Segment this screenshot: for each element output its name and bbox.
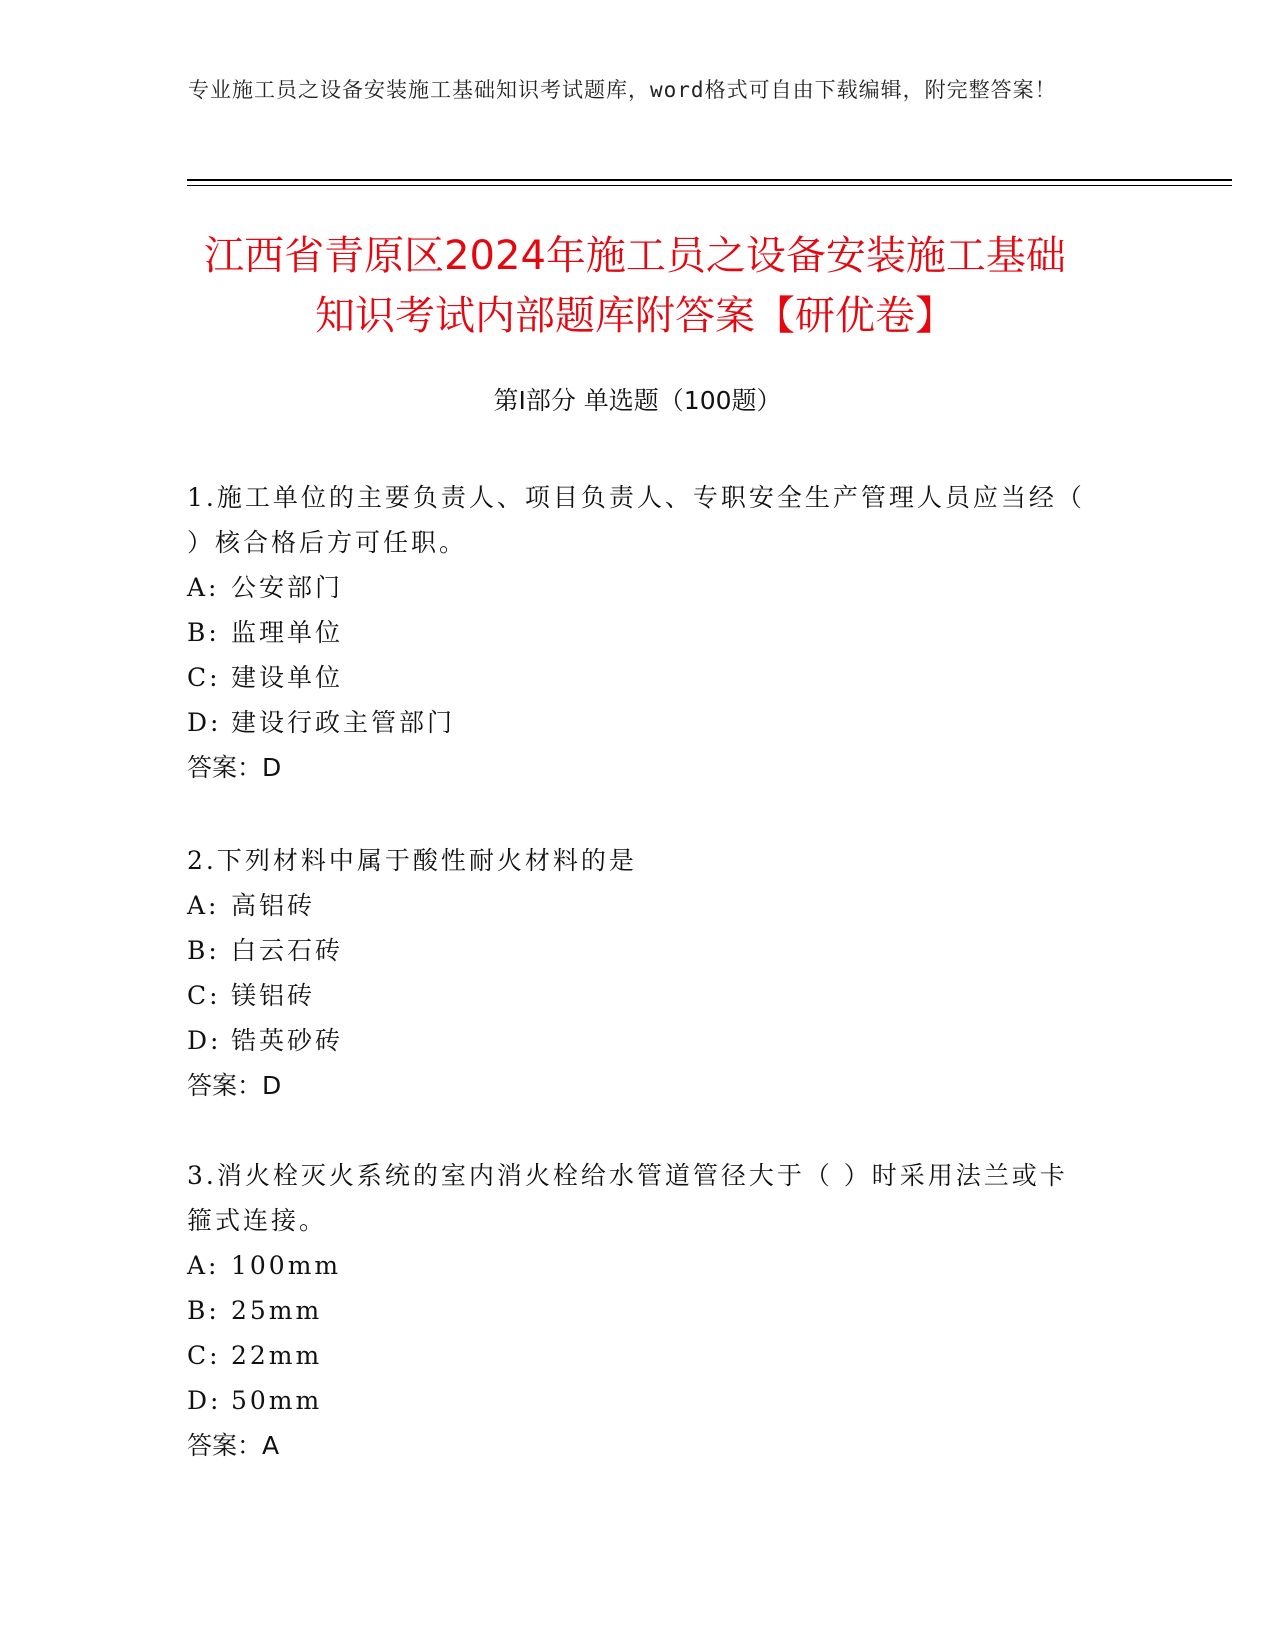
answer: 答案：D (187, 1071, 282, 1100)
option-c (187, 655, 1087, 700)
header-divider-thick (187, 179, 1232, 181)
option-d (187, 700, 1087, 745)
question-1 (187, 475, 1087, 790)
option-c (187, 1333, 1087, 1378)
option-letter: D: (187, 1386, 222, 1415)
question-3 (187, 1153, 1087, 1468)
option-b (187, 1288, 1087, 1333)
answer: 答案：D (187, 753, 282, 782)
option-text: 监理单位 (231, 618, 344, 647)
option-text: 建设行政主管部门 (231, 708, 456, 737)
option-text: 22mm (231, 1341, 323, 1370)
option-text: 建设单位 (231, 663, 344, 692)
option-letter: C: (187, 1341, 221, 1370)
option-text: 公安部门 (231, 573, 344, 602)
option-b (187, 928, 1087, 973)
option-letter: A: (187, 573, 220, 602)
option-a (187, 565, 1087, 610)
option-letter: C: (187, 981, 221, 1010)
option-b (187, 610, 1087, 655)
option-letter: C: (187, 663, 221, 692)
option-d (187, 1378, 1087, 1423)
option-text: 白云石砖 (231, 936, 344, 965)
option-text: 镁铝砖 (231, 981, 316, 1010)
option-letter: B: (187, 1296, 220, 1325)
option-text: 25mm (231, 1296, 323, 1325)
option-d (187, 1018, 1087, 1063)
option-letter: A: (187, 891, 220, 920)
option-letter: D: (187, 1026, 222, 1055)
section-title: 第Ⅰ部分 单选题（100题） (493, 386, 782, 415)
question-stem: 1.施工单位的主要负责人、项目负责人、专职安全生产管理人员应当经（ ）核合格后方可任职。 (187, 483, 1085, 557)
question-stem: 2.下列材料中属于酸性耐火材料的是 (187, 846, 637, 875)
option-a (187, 883, 1087, 928)
question-stem: 3.消火栓灭火系统的室内消火栓给水管道管径大于（ ）时采用法兰或卡箍式连接。 (187, 1161, 1068, 1235)
header-note: 专业施工员之设备安装施工基础知识考试题库，word格式可自由下载编辑，附完整答案！ (188, 78, 1057, 102)
option-text: 100mm (231, 1251, 342, 1280)
option-text: 50mm (231, 1386, 323, 1415)
option-text: 高铝砖 (231, 891, 316, 920)
option-c (187, 973, 1087, 1018)
option-letter: D: (187, 708, 222, 737)
option-letter: B: (187, 936, 220, 965)
document-title: 江西省青原区2024年施工员之设备安装施工基础知识考试内部题库附答案【研优卷】 (204, 233, 1066, 339)
option-text: 锆英砂砖 (231, 1026, 344, 1055)
header-divider-thin (187, 185, 1232, 186)
question-2 (187, 838, 1087, 1108)
option-letter: A: (187, 1251, 220, 1280)
option-a (187, 1243, 1087, 1288)
answer: 答案：A (187, 1431, 280, 1460)
option-letter: B: (187, 618, 220, 647)
